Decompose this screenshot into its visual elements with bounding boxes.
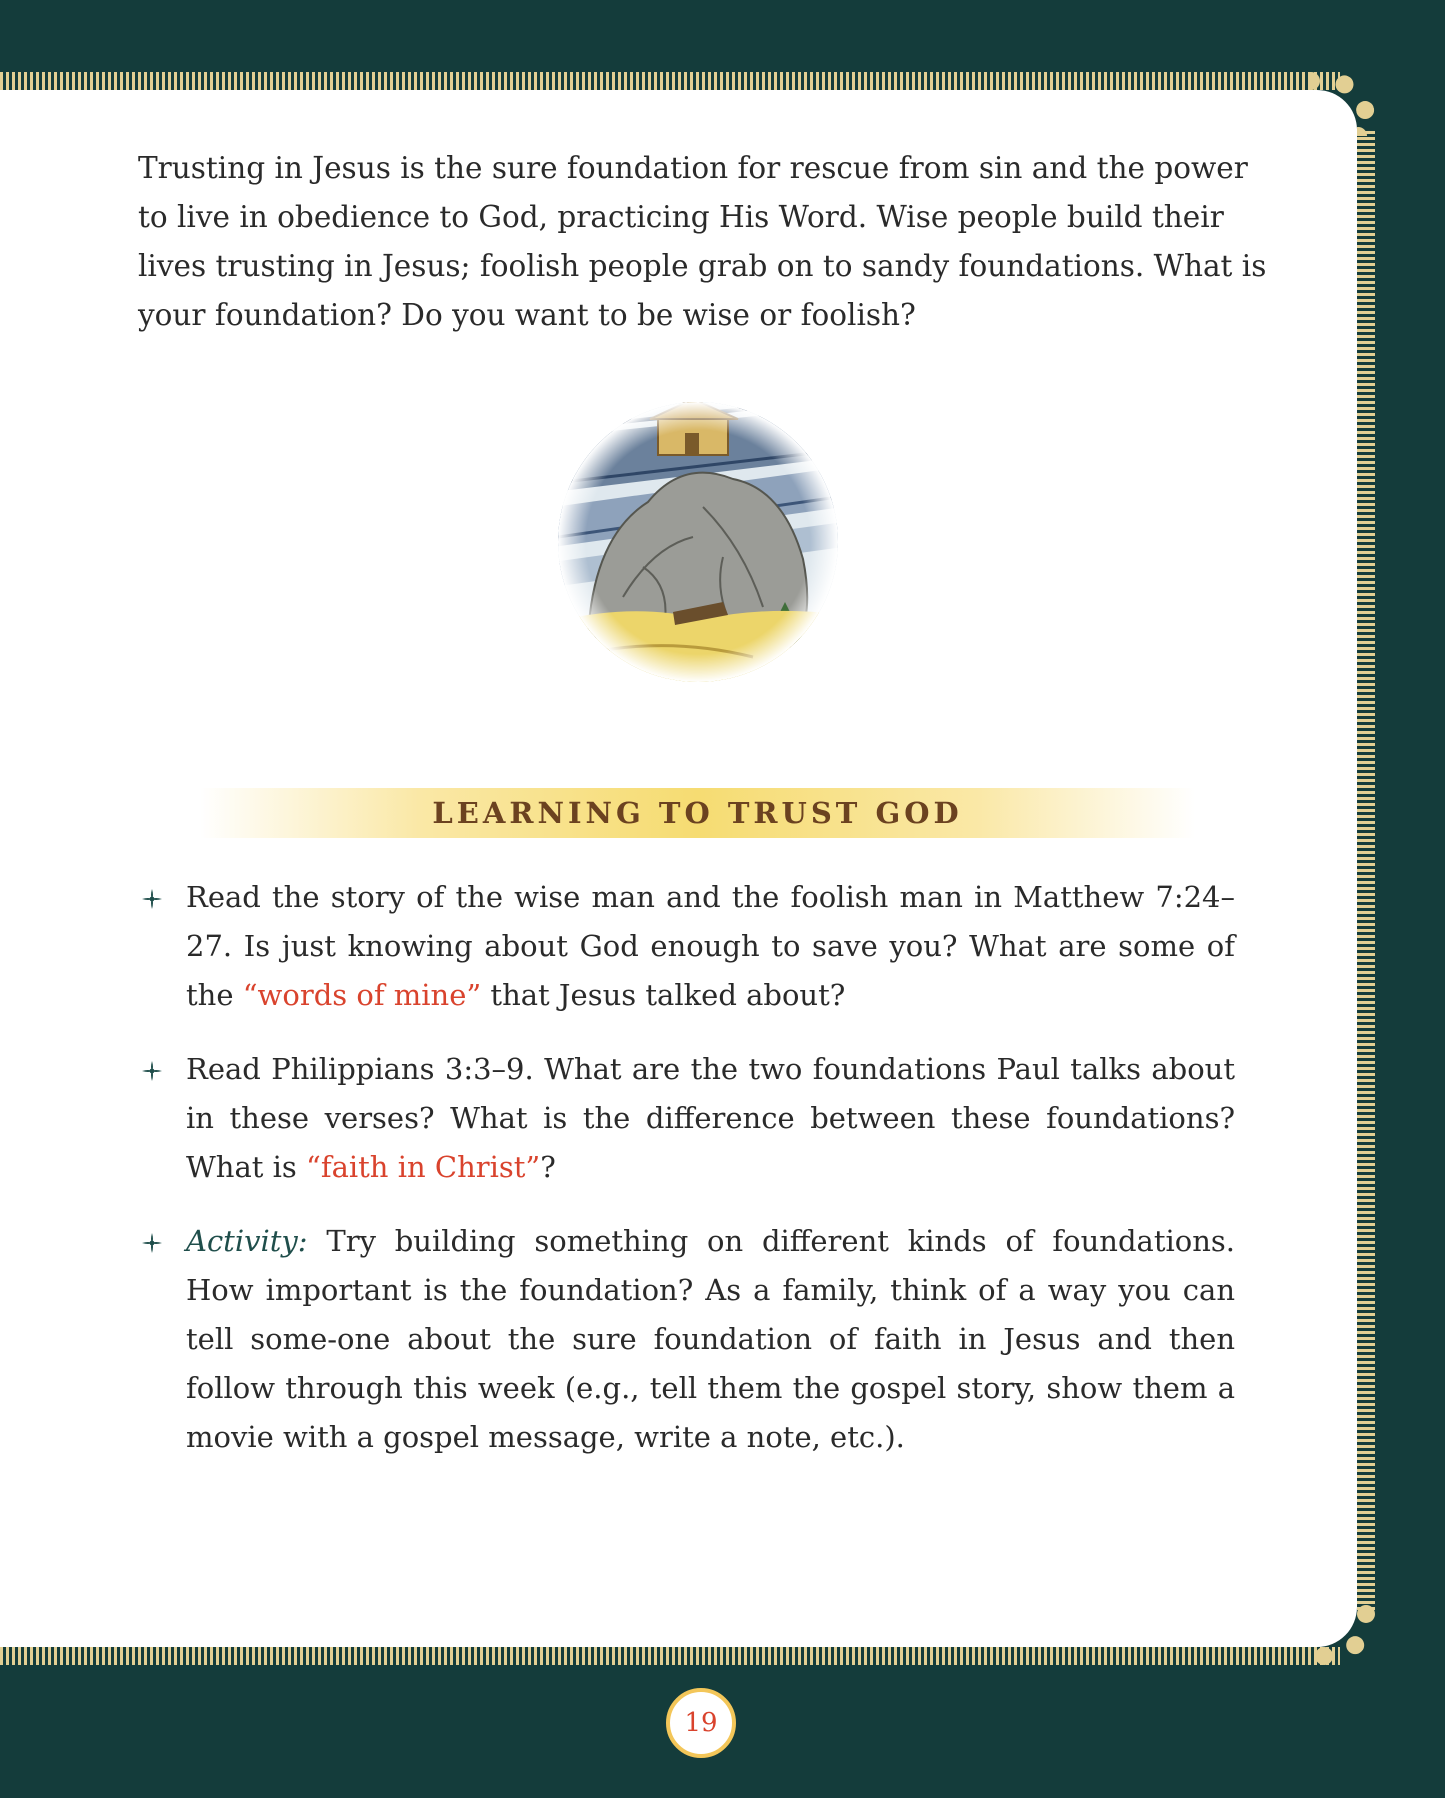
bullet-text: Try building something on different kinds of foundations. How important is the foundation? As a family, think of a way you can tell some-one about the sure foundation of faith in Jesus and then follow through this week (e.g., tell them the gospel story, show them a movie with a gospel message, write a note, etc.).: [186, 1224, 1235, 1454]
bullet-text: Read Philippians 3:3–9. What are the two foundations Paul talks about in these verses? What is the difference between these foundations? What is: [186, 1052, 1235, 1184]
activity-label: Activity:: [186, 1224, 308, 1258]
bottom-border-stripe: [0, 1647, 1340, 1665]
activity-list: [140, 873, 1235, 1487]
list-item: [140, 1217, 1235, 1462]
bullet-text-end: ?: [540, 1150, 556, 1184]
top-border-stripe: [0, 72, 1340, 90]
quote-highlight: “words of mine”: [242, 978, 482, 1012]
section-banner: [200, 788, 1195, 838]
fleuron-bullet-icon: [140, 1059, 164, 1083]
list-item: [140, 873, 1235, 1020]
bullet-text: Read the story of the wise man and the foolish man in Matthew 7:24–27. Is just knowing about God enough to save you? What are some of the: [186, 880, 1235, 1012]
intro-paragraph: Trusting in Jesus is the sure foundation for rescue from sin and the power to live in obedience to God, practicing His Word. Wise people build their lives trusting in Jesus; foolish people grab on to sandy foundations. What is your foundation? Do you want to be wise or foolish?: [138, 151, 1267, 332]
bullet-text-end: that Jesus talked about?: [481, 978, 846, 1012]
house-on-rock-illustration: [553, 397, 843, 687]
right-border-stripe: [1357, 130, 1375, 1610]
page-number: 19: [666, 1688, 736, 1758]
fleuron-bullet-icon: [140, 887, 164, 911]
page-content: [0, 90, 1357, 1647]
fleuron-bullet-icon: [140, 1231, 164, 1255]
list-item: [140, 1045, 1235, 1192]
quote-highlight: “faith in Christ”: [306, 1150, 541, 1184]
section-title: LEARNING TO TRUST GOD: [432, 796, 963, 830]
